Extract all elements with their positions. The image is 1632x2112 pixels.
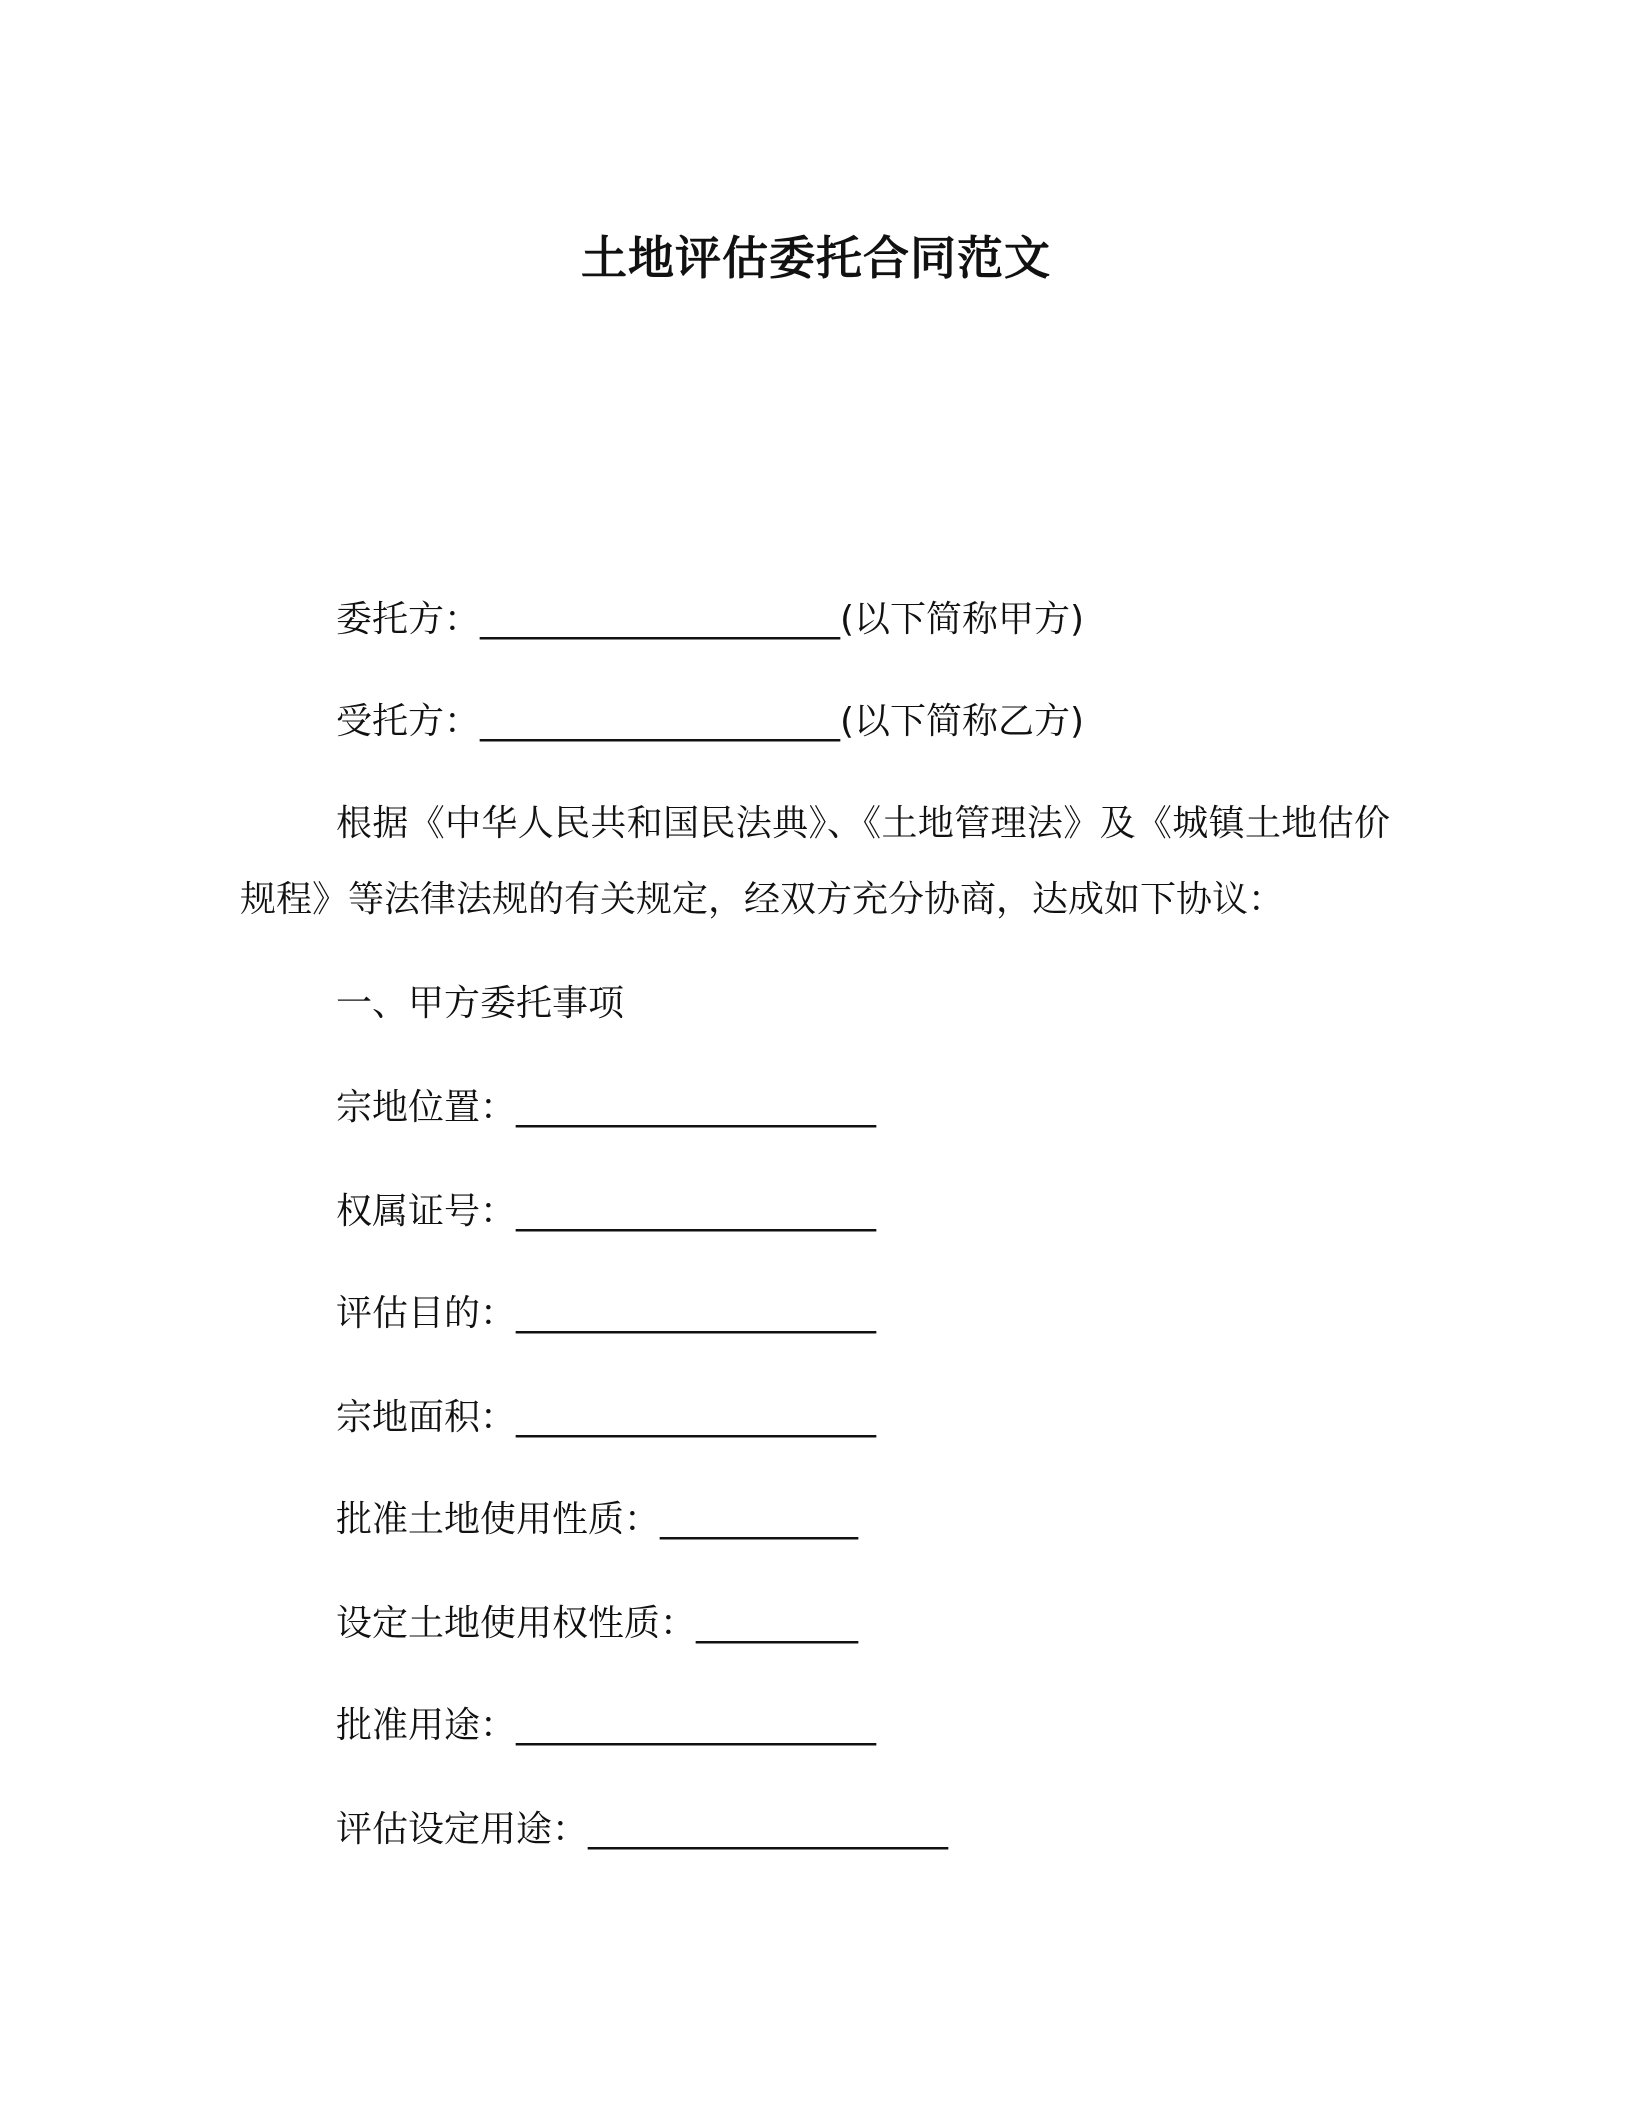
field-ownership-certificate: [336, 1190, 876, 1234]
field-land-area: [336, 1396, 876, 1440]
field-set-land-right-nature: [336, 1602, 858, 1646]
field-label: 权属证号：: [336, 1191, 517, 1232]
field-label: 宗地面积：: [336, 1397, 517, 1438]
field-label: 宗地位置：: [336, 1087, 517, 1128]
client-suffix: (以下简称甲方): [840, 599, 1085, 640]
field-label: 批准土地使用性质：: [336, 1499, 661, 1540]
client-blank[interactable]: ____________________: [480, 599, 841, 640]
field-blank[interactable]: ____________________: [516, 1705, 877, 1746]
document-title: 土地评估委托合同范文: [581, 231, 1051, 285]
agent-suffix: (以下简称乙方): [840, 701, 1085, 742]
agent-line: [336, 700, 1084, 744]
preamble-paragraph: 根据《中华人民共和国民法典》、《土地管理法》及《城镇土地估价规程》等法律法规的有关规定，经双方充分协商，达成如下协议：: [240, 803, 1390, 920]
client-label: 委托方：: [336, 599, 481, 640]
field-approved-use: [336, 1704, 876, 1748]
field-approved-land-nature: [336, 1498, 858, 1542]
field-label: 设定土地使用权性质：: [336, 1603, 697, 1644]
field-appraisal-set-use: [336, 1808, 948, 1852]
section1-heading: 一、甲方委托事项: [336, 983, 625, 1024]
field-land-location: [336, 1086, 876, 1130]
field-blank[interactable]: ____________________: [516, 1397, 877, 1438]
field-blank[interactable]: ____________________: [588, 1809, 949, 1850]
field-blank[interactable]: ____________________: [516, 1293, 877, 1334]
field-label: 评估设定用途：: [336, 1809, 589, 1850]
agent-blank[interactable]: ____________________: [480, 701, 841, 742]
agent-label: 受托方：: [336, 701, 481, 742]
field-label: 评估目的：: [336, 1293, 517, 1334]
field-appraisal-purpose: [336, 1292, 876, 1336]
field-blank[interactable]: ____________________: [516, 1087, 877, 1128]
field-blank[interactable]: ___________: [660, 1499, 859, 1540]
client-line: [336, 598, 1084, 642]
field-blank[interactable]: ____________________: [516, 1191, 877, 1232]
field-blank[interactable]: _________: [696, 1603, 859, 1644]
field-label: 批准用途：: [336, 1705, 517, 1746]
